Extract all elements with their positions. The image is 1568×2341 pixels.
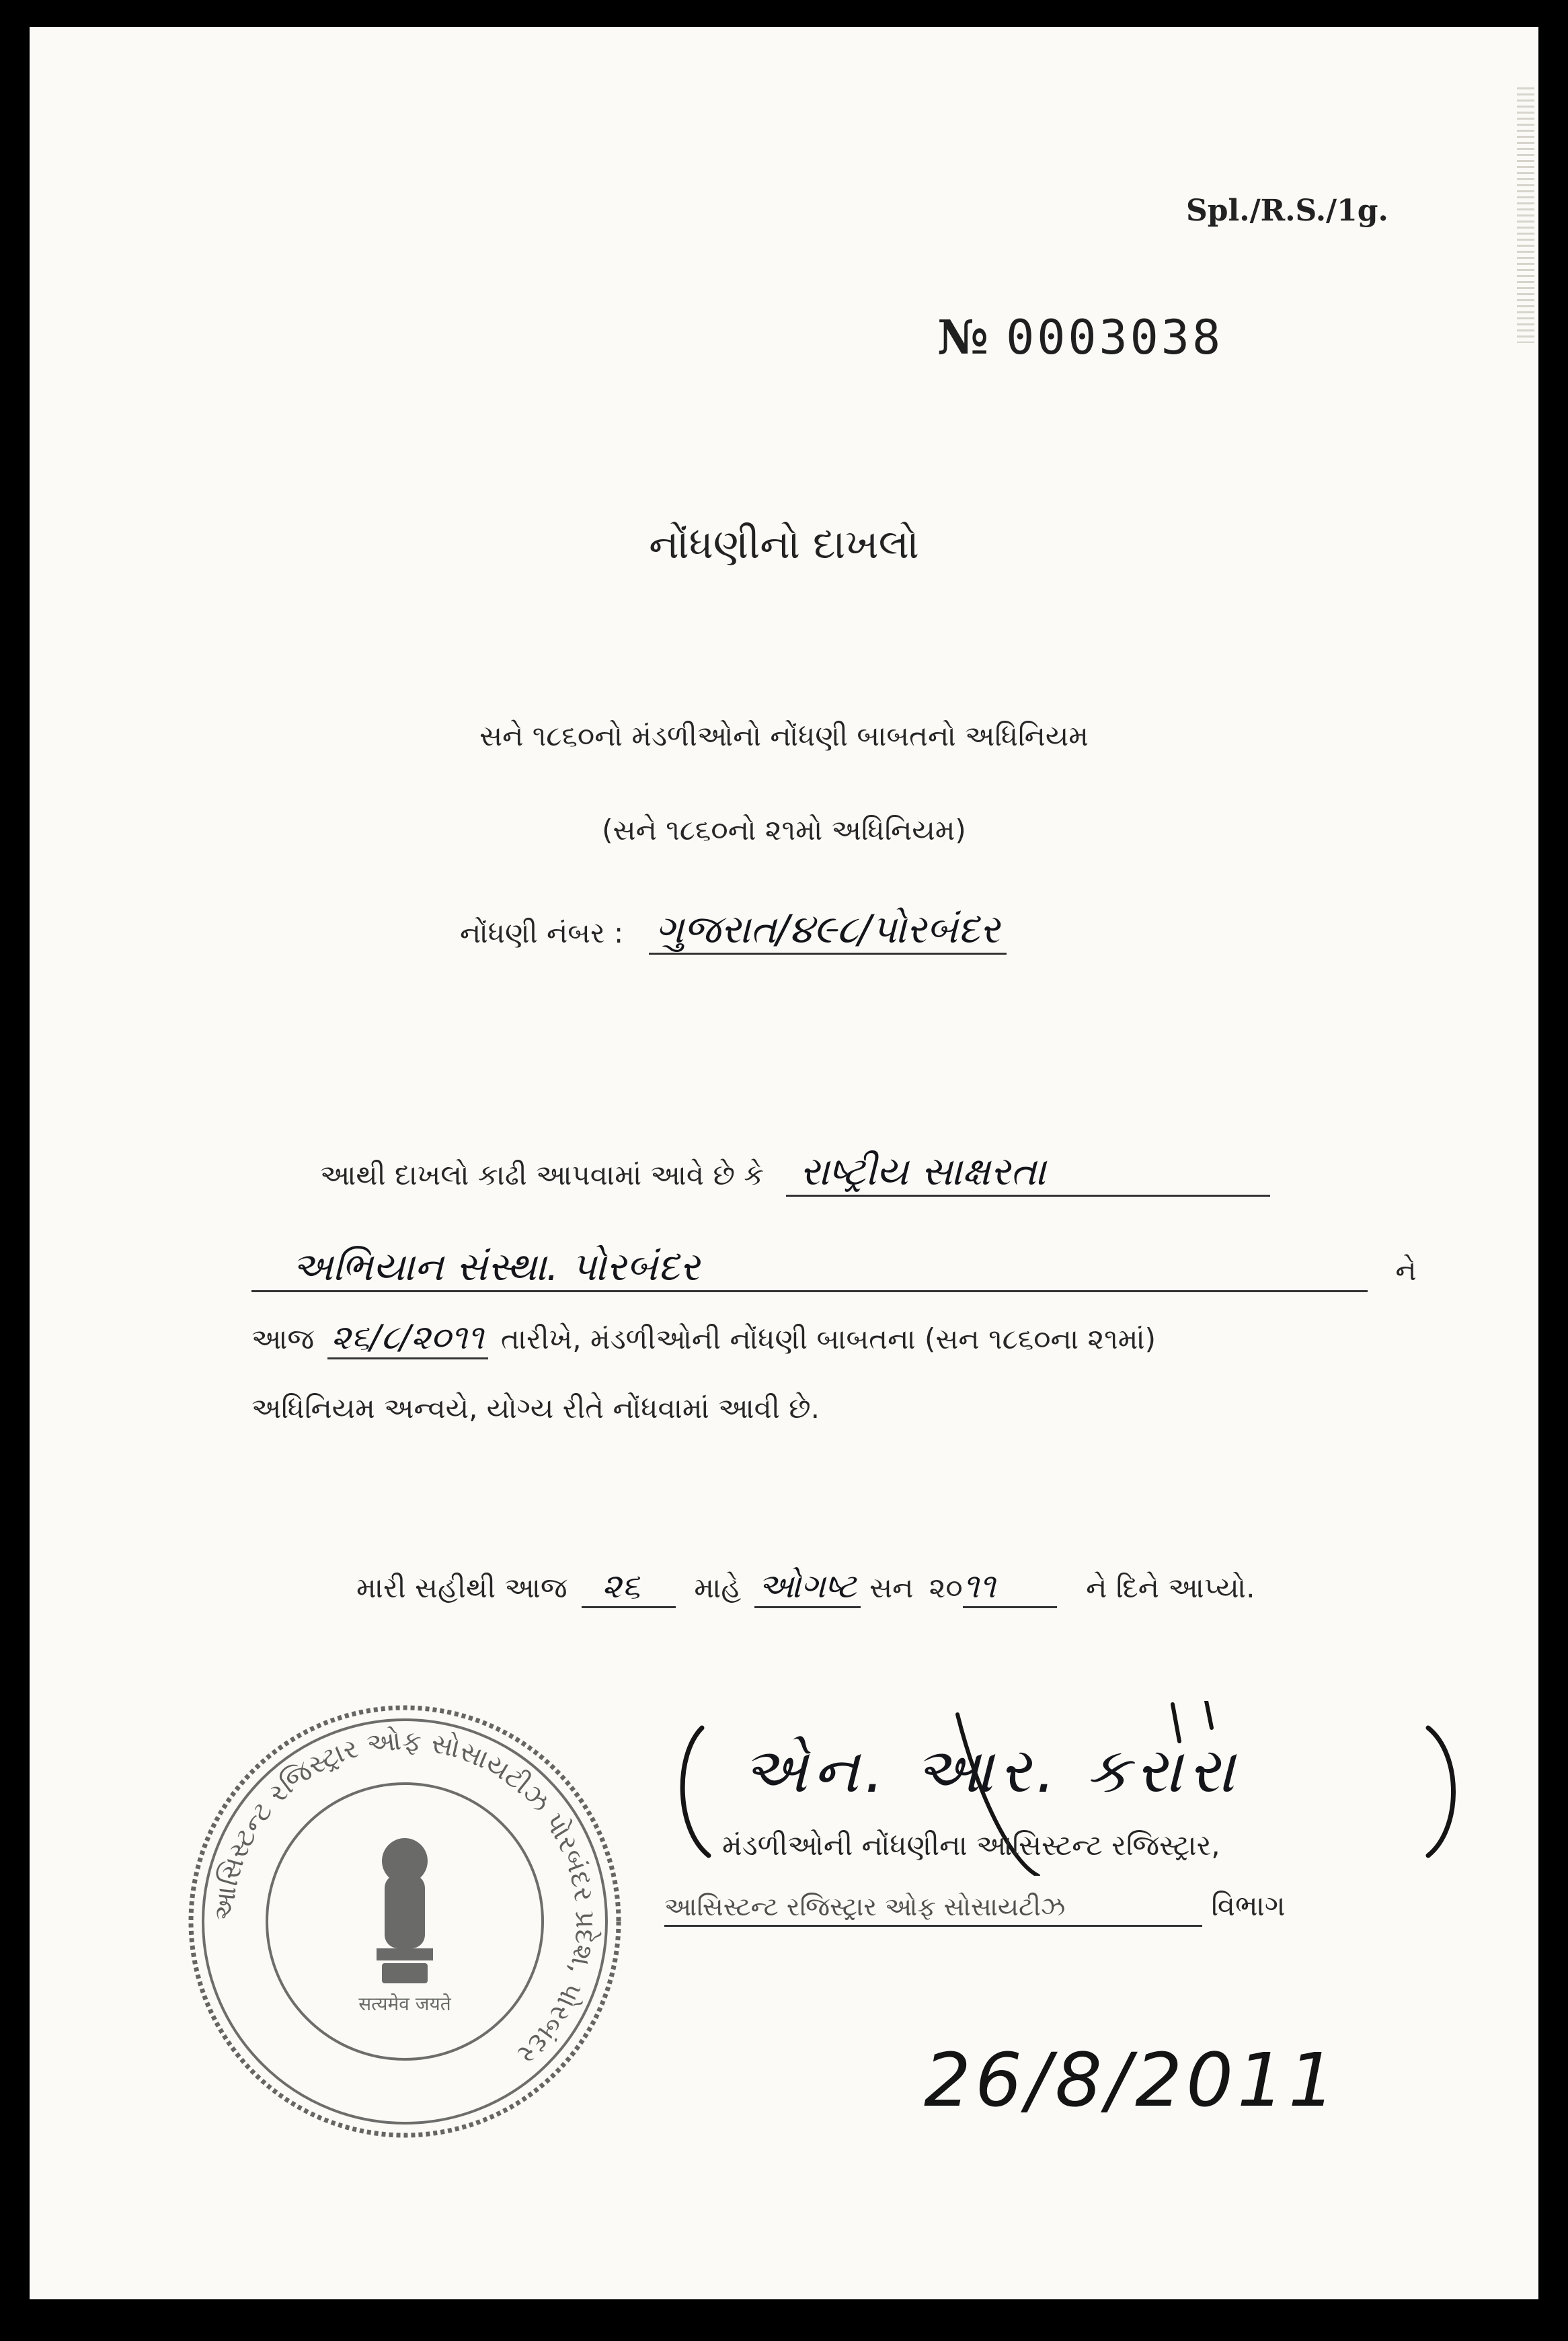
serial-label: №: [937, 309, 992, 365]
year-hand: ૧૧: [962, 1566, 996, 1605]
signature-name: એન. આર. કરારા: [742, 1735, 1241, 1807]
vibhag-text: વિભાગ: [1211, 1889, 1286, 1922]
official-seal: [183, 1700, 627, 2143]
org-field-1: [786, 1148, 1270, 1197]
paper-edge-texture: [1517, 87, 1534, 343]
act-subline: (સને ૧૮૬૦નો ૨૧મો અધિનિયમ): [602, 814, 966, 846]
serial-number: [937, 309, 1223, 365]
seal-center-text: सत्यमेव जयते: [358, 1993, 451, 2015]
certificate-title: નોંધણીનો દાખલો: [649, 521, 919, 568]
reg-date-value: ૨૬/૮/૨૦૧૧: [331, 1318, 484, 1357]
signed-day-field: [582, 1566, 676, 1608]
body-prefix: આથી દાખલો કાઢી આપવામાં આવે છે કે: [320, 1158, 764, 1191]
mahe-text: માહે: [694, 1571, 742, 1604]
department-field: [664, 1889, 1202, 1927]
ne-text: ને: [1395, 1254, 1417, 1287]
signed-line: [356, 1566, 1255, 1608]
body-line-4: અધિનિયમ અન્વયે, યોગ્ય રીતે નોંધવામાં આવી છે.: [251, 1392, 820, 1425]
year-field: [963, 1566, 1057, 1608]
org-name-line-1: રાષ્ટ્રીય સાક્ષરતા: [799, 1148, 1046, 1194]
signed-suffix: ને દિને આપ્યો.: [1086, 1571, 1255, 1604]
certificate-page: [30, 27, 1538, 2299]
signed-prefix: મારી સહીથી આજ: [356, 1571, 567, 1604]
act-line: સને ૧૮૬૦નો મંડળીઓનો નોંધણી બાબતનો અધિનિયમ: [479, 719, 1089, 752]
serial-value: 0003038: [1006, 310, 1224, 365]
signature-designation: મંડળીઓની નોંધણીના આસિસ્ટન્ટ રજિસ્ટ્રાર,: [722, 1829, 1220, 1862]
registration-row: [460, 906, 1007, 955]
body-line-2: [251, 1244, 1417, 1292]
registration-field: [649, 906, 1007, 955]
signed-month-field: [754, 1566, 861, 1608]
department-line: [664, 1889, 1286, 1927]
body-line-3-rest: તારીખે, મંડળીઓની નોંધણી બાબતના (સન ૧૮૬૦ના ૨૧માં): [500, 1322, 1157, 1355]
registration-value: ગુજરાત/૪૯૮/પોરબંદર: [655, 906, 1000, 952]
signed-day: ૨૬: [602, 1566, 641, 1605]
org-field-2: [251, 1244, 1368, 1292]
body-line-3: [251, 1318, 1156, 1359]
signed-month: ઓગષ્ટ: [758, 1566, 857, 1605]
aaj-text: આજ: [251, 1322, 315, 1355]
seal-ring-text: આસિસ્ટન્ટ રજિસ્ટ્રાર ઓફ સોસાયટીઝ પોરબંદર પ્રદેશ, પોરબંદર: [208, 1725, 601, 2070]
form-code: Spl./R.S./1g.: [1186, 194, 1388, 228]
san-text: સન: [869, 1571, 914, 1604]
org-name-line-2: અભિયાન સંસ્થા. પોરબંદર: [292, 1244, 700, 1289]
registration-label: નોંધણી નંબર :: [460, 916, 624, 949]
department-stamp: આસિસ્ટન્ટ રજિસ્ટ્રાર ઓફ સોસાયટીઝ: [664, 1892, 1066, 1921]
signature-date: 26/8/2011: [924, 2037, 1340, 2123]
emblem-icon: [377, 1838, 433, 1983]
reg-date-field: [327, 1318, 488, 1359]
year-printed: ૨૦: [929, 1571, 963, 1604]
body-line-1: [320, 1148, 1270, 1197]
